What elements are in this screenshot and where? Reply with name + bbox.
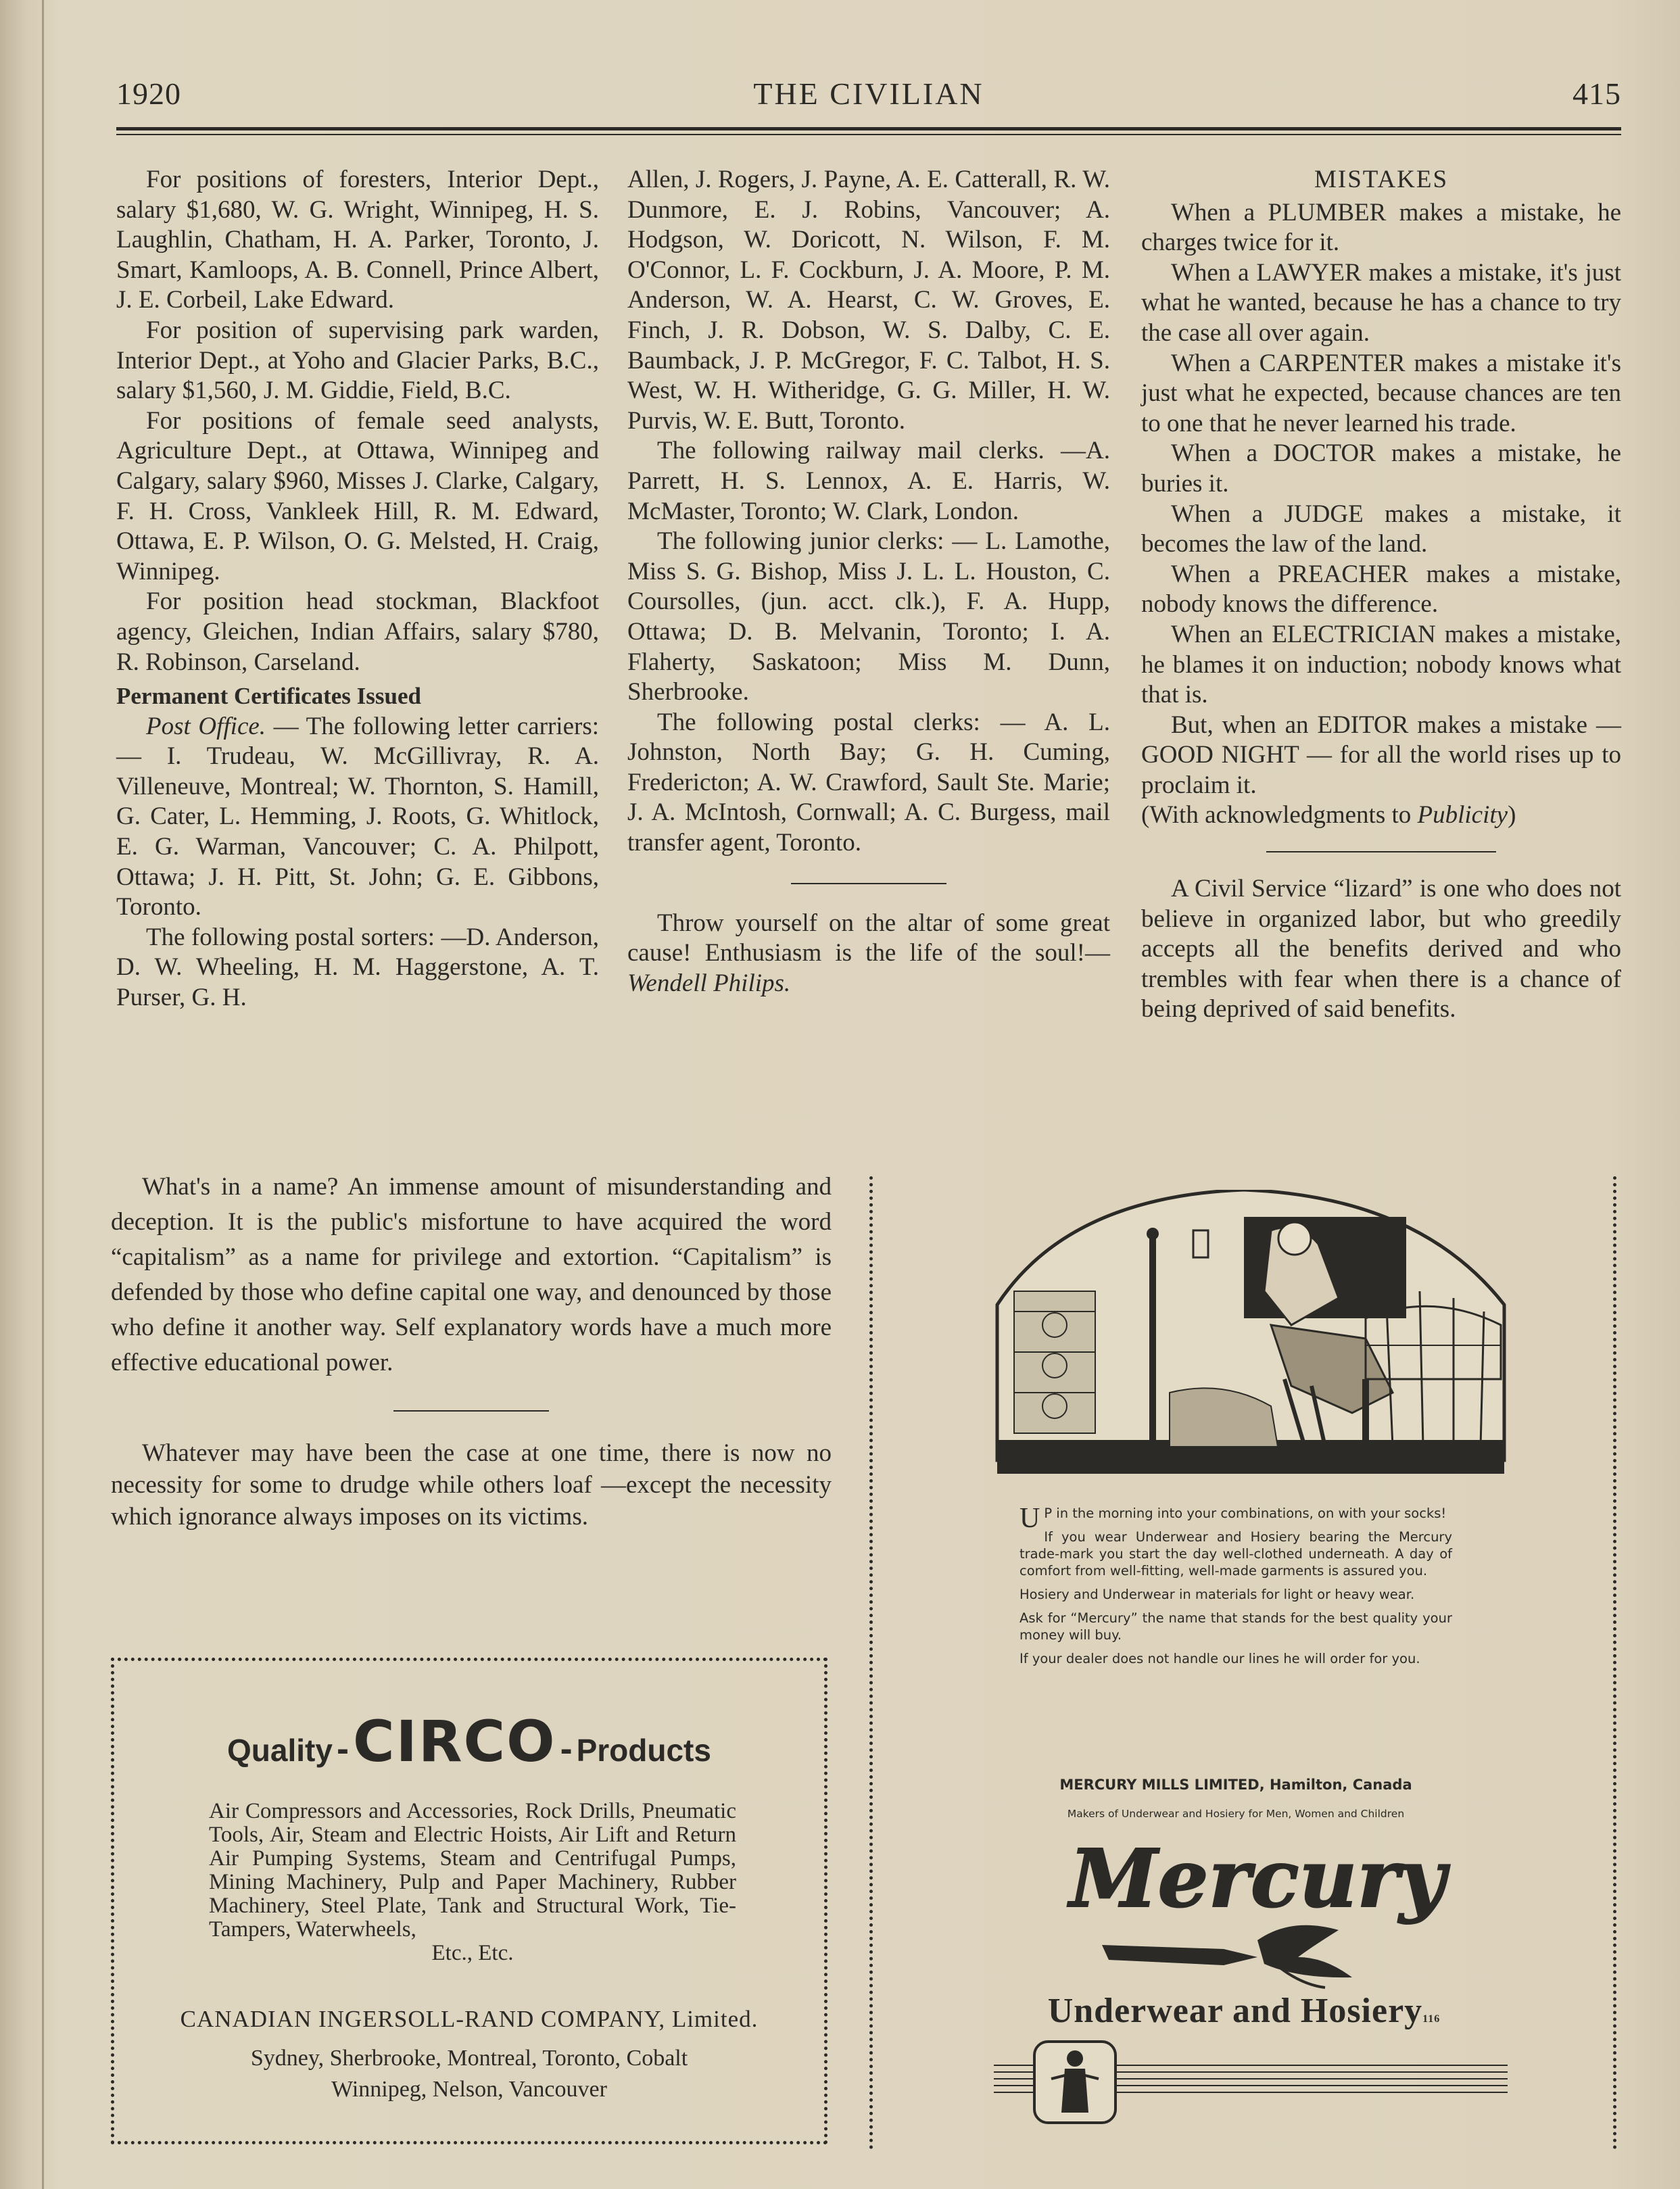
lower-left-section — [111, 1170, 832, 1533]
mistake-editor: But, when an EDITOR makes a mistake — GOOD NIGHT — for all the world rises up to proclaim it. — [1141, 711, 1621, 799]
divider-rule — [791, 883, 946, 884]
mistake-doctor: When a DOCTOR makes a mistake, he buries it. — [1141, 439, 1621, 498]
paragraph-drudge: Whatever may have been the case at one time, there is now no necessity for some to drudge while others loaf —except the necessity which ignorance always imposes on its victims. — [111, 1439, 832, 1531]
mercury-company: MERCURY MILLS LIMITED, Hamilton, Canada — [1059, 1777, 1412, 1793]
mistake-judge: When a JUDGE makes a mistake, it becomes the law of the land. — [1141, 500, 1621, 558]
circo-cities-line1: Sydney, Sherbrooke, Montreal, Toronto, Cobalt — [250, 2046, 688, 2071]
mercury-tagline-number: 116 — [1422, 2013, 1441, 2025]
mercury-copy — [1019, 1505, 1452, 1674]
mercury-dropcap: U — [1019, 1503, 1040, 1534]
circo-dash: - — [336, 1729, 349, 1769]
mercury-paragraph-3: Hosiery and Underwear in materials for light or heavy wear. — [1019, 1587, 1415, 1602]
circo-advertisement — [111, 1658, 827, 2144]
mistake-carpenter: When a CARPENTER makes a mistake it's just what he expected, because chances are ten to one that he never learned his trade. — [1141, 349, 1621, 437]
post-office-label: Post Office. — [146, 712, 266, 740]
mercury-p1-text: P in the morning into your combinations, on with your socks! — [1044, 1506, 1447, 1521]
mercury-tagline-text: Underwear and Hosiery — [1047, 1992, 1423, 2030]
circo-cities-line2: Winnipeg, Nelson, Vancouver — [331, 2077, 607, 2102]
mercury-makers: Makers of Underwear and Hosiery for Men, Women and Children — [1067, 1808, 1405, 1820]
acknowledgment — [1141, 800, 1621, 831]
circo-cities — [114, 2043, 824, 2105]
letter-carriers-text: — The following letter carriers: — I. Trudeau, W. McGillivray, R. A. Villeneuve, Montreal; W. Thornton, S. Hamill, G. Cater, L. Hemming, J. Roots, G. Whitlock, E. G. Warman, Vancouver; C. A. Philpott, Ottawa; J. H. Pitt, St. John; G. E. Gibbons, Toronto. — [116, 712, 599, 921]
column-right — [1141, 165, 1621, 1025]
mercury-tagline — [1007, 1991, 1481, 2031]
circo-headline — [114, 1708, 824, 1775]
paragraph-whats-in-a-name: What's in a name? An immense amount of misunderstanding and deception. It is the public's misfortune to have acquired the word “capitalism” as a name for privilege and extortion. “Capitalism” is defended by those who define capital one way, and denounced by those who define it another way. Self explanatory words have a much more effective educational power. — [111, 1173, 832, 1376]
column-left — [116, 165, 599, 1013]
column-middle — [627, 165, 1110, 999]
mercury-paragraph-1 — [1019, 1503, 1452, 1534]
divider-rule — [393, 1410, 549, 1412]
paragraph-sorters-continued: Allen, J. Rogers, J. Payne, A. E. Catterall, R. W. Dunmore, E. J. Robins, Vancouver; A. Hodgson, W. Doricott, N. Wilson, F. M. O'Connor, L. F. Cockburn, J. A. Moore, P. M. Anderson, W. A. Hearst, C. W. Groves, E. Finch, J. R. Dobson, W. S. Dalby, C. E. Baumback, J. P. McGregor, F. C. Talbot, H. S. West, W. H. Witheridge, G. G. Miller, H. W. Purvis, W. E. Butt, Toronto. — [627, 166, 1110, 435]
circo-dash: - — [560, 1729, 573, 1769]
circo-quality: Quality — [227, 1733, 333, 1768]
paragraph-postal-clerks: The following postal clerks: — A. L. Johnston, North Bay; G. H. Cuming, Fredericton; A. W. Crawford, Sault Ste. Marie; J. A. McIntosh, Cornwall; A. C. Burgess, mail transfer agent, Toronto. — [627, 708, 1110, 857]
page-header — [116, 76, 1621, 123]
mistake-lawyer: When a LAWYER makes a mistake, it's just what he wanted, because he has a chance to try the case all over again. — [1141, 258, 1621, 347]
man-sitting-on-bed-illustration — [987, 1190, 1514, 1487]
header-rule-thick — [116, 127, 1621, 130]
mistake-electrician: When an ELECTRICIAN makes a mistake, he blames it on induction; nobody knows what that is. — [1141, 620, 1621, 709]
ack-source: Publicity — [1417, 801, 1508, 829]
paragraph-railway-mail-clerks: The following railway mail clerks. —A. Parrett, H. S. Lennox, A. E. Harris, W. McMaster, Toronto; W. Clark, London. — [627, 437, 1110, 525]
circo-product-list — [209, 1800, 736, 1965]
ack-suffix: ) — [1508, 801, 1516, 829]
quote-text: Throw yourself on the altar of some great cause! Enthusiasm is the life of the soul!— — [627, 909, 1110, 967]
mercury-paragraph-5: If your dealer does not handle our lines he will order for you. — [1019, 1651, 1420, 1666]
header-page-number: 415 — [1573, 76, 1621, 111]
mistakes-title: MISTAKES — [1314, 166, 1449, 193]
paragraph-lizard: A Civil Service “lizard” is one who does not believe in organized labor, but who greedily accepts all the benefits derived and who trembles with fear when there is a chance of being deprived of said benefits. — [1141, 875, 1621, 1024]
paragraph-junior-clerks: The following junior clerks: — L. Lamothe, Miss S. G. Bishop, Miss J. L. L. Houston, C. Coursolles, (jun. acct. clk.), F. A. Hupp, Ottawa; D. B. Melvanin, Toronto; I. A. Flaherty, Saskatoon; Miss M. Dunn, Sherbrooke. — [627, 527, 1110, 706]
dotted-border-right — [1613, 1176, 1616, 2150]
mercury-paragraph-2: If you wear Underwear and Hosiery bearing the Mercury trade-mark you start the day well-clothed underneath. A day of comfort from well-fitting, well-made garments is assured you. — [1019, 1529, 1452, 1579]
mercury-winged-figure-icon — [1102, 1925, 1352, 1988]
paragraph-park-warden: For position of supervising park warden, Interior Dept., at Yoho and Glacier Parks, B.C., salary $1,560, J. M. Giddie, Field, B.C. — [116, 316, 599, 405]
paragraph-foresters: For positions of foresters, Interior Dept., salary $1,680, W. G. Wright, Winnipeg, H. S. Laughlin, Chatham, H. A. Parker, Toronto, J. Smart, Kamloops, A. B. Connell, Prince Albert, J. E. Corbeil, Lake Edward. — [116, 166, 599, 314]
mercury-logo — [1055, 1822, 1460, 1991]
circo-company: CANADIAN INGERSOLL-RAND COMPANY, Limited. — [180, 2006, 759, 2032]
header-title: THE CIVILIAN — [753, 76, 984, 111]
circo-brand: CIRCO — [352, 1708, 556, 1775]
circo-products-text: Air Compressors and Accessories, Rock Drills, Pneumatic Tools, Air, Steam and Electric Hoists, Air Lift and Return Air Pumping Systems, Steam and Centrifugal Pumps, Mining Machinery, Pulp and Paper Machinery, Rubber Machinery, Steel Plate, Tank and Structural Work, Tie-Tampers, Waterwheels, — [209, 1799, 736, 1942]
subheading-certificates: Permanent Certificates Issued — [116, 683, 422, 710]
mercury-footer-ornament — [987, 2038, 1514, 2126]
mistake-preacher: When a PREACHER makes a mistake, nobody knows the difference. — [1141, 560, 1621, 619]
circo-products: Products — [576, 1733, 711, 1768]
mercury-advertisement — [974, 1190, 1528, 2163]
paragraph-letter-carriers — [116, 712, 599, 923]
dotted-border-left — [869, 1176, 873, 2150]
ack-prefix: (With acknowledgments to — [1141, 801, 1418, 829]
paragraph-seed-analysts: For positions of female seed analysts, Agriculture Dept., at Ottawa, Winnipeg and Calgary, salary $960, Misses J. Clarke, Calgary, F. H. Cross, Vankleek Hill, R. M. Edward, Ottawa, E. P. Wilson, O. G. Melsted, H. Craig, Winnipeg. — [116, 406, 599, 585]
circo-products-etc: Etc., Etc. — [431, 1941, 514, 1965]
binding-gutter — [42, 0, 44, 2189]
header-year: 1920 — [116, 76, 181, 111]
paragraph-postal-sorters: The following postal sorters: —D. Anderson, D. W. Wheeling, H. M. Haggerstone, A. T. Purser, G. H. — [116, 923, 599, 1012]
quote-phillips — [627, 909, 1110, 999]
quote-author: Wendell Philips. — [627, 969, 791, 997]
divider-rule — [1266, 851, 1496, 852]
mercury-logo-text: Mercury — [1069, 1831, 1446, 1925]
mercury-paragraph-4: Ask for “Mercury” the name that stands for the best quality your money will buy. — [1019, 1610, 1452, 1643]
paragraph-head-stockman: For position head stockman, Blackfoot agency, Gleichen, Indian Affairs, salary $780, R. Robinson, Carseland. — [116, 587, 599, 676]
mistake-plumber: When a PLUMBER makes a mistake, he charges twice for it. — [1141, 198, 1621, 257]
header-rule-thin — [116, 134, 1621, 135]
